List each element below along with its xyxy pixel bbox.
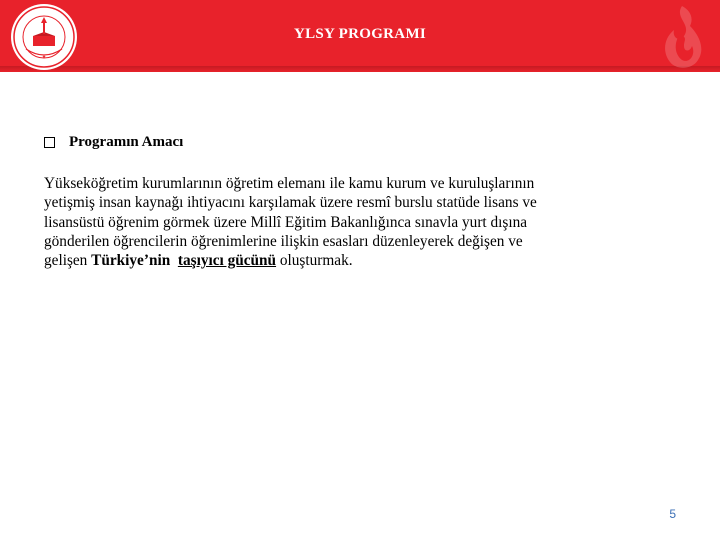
checkbox-icon bbox=[44, 137, 55, 148]
svg-text:★: ★ bbox=[41, 55, 47, 60]
body-line: gönderilen öğrencilerin öğrenimlerine ilişkin esasları düzenleyerek değişen ve bbox=[44, 232, 523, 250]
section-heading-text: Programın Amacı bbox=[69, 134, 184, 150]
body-line: Yükseköğretim kurumlarının öğretim elemanı ile kamu kurum ve kuruluşlarının bbox=[44, 175, 535, 192]
body-line: lisansüstü öğrenim görmek üzere Millî Eğitim Bakanlığınca sınavla yurt dışına bbox=[44, 213, 528, 231]
page-number: 5 bbox=[669, 507, 676, 521]
body-line-last bbox=[44, 251, 684, 270]
body-text-run: gelişen bbox=[44, 252, 92, 270]
page-title: YLSY PROGRAMI bbox=[293, 26, 427, 42]
header-bar bbox=[0, 0, 720, 72]
body-paragraph bbox=[44, 174, 684, 270]
body-line: yetişmiş insan kaynağı ihtiyacını karşılamak üzere resmî burslu statüde lisans ve bbox=[44, 194, 537, 212]
section-heading bbox=[44, 134, 183, 151]
header-shade bbox=[0, 66, 720, 72]
body-text-run: oluşturmak. bbox=[276, 252, 353, 270]
emphasis-tasiyici-gucu: taşıyıcı gücünü bbox=[177, 252, 277, 270]
emphasis-turkiye: Türkiye’nin bbox=[91, 252, 171, 270]
